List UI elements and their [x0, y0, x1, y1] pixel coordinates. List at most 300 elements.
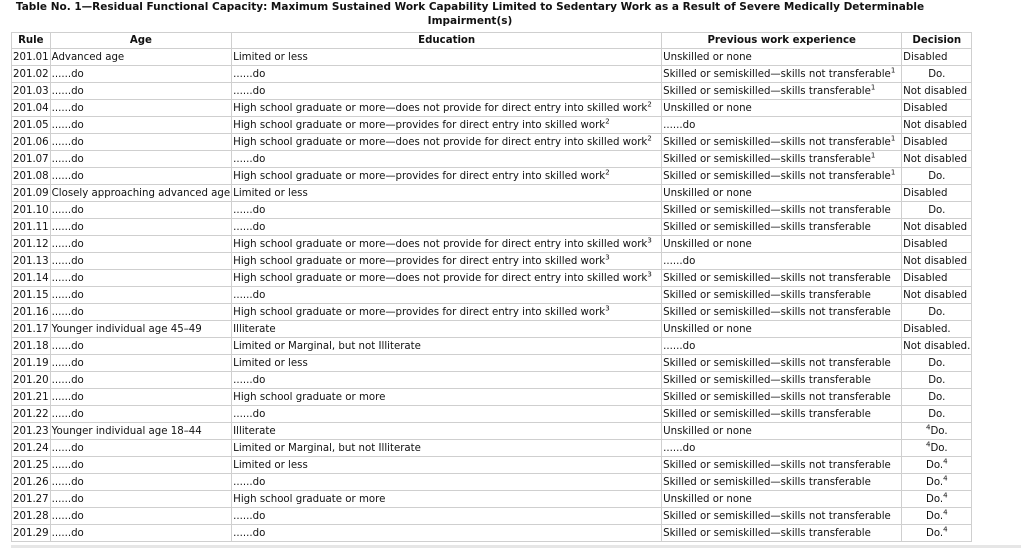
cell-decision-text: Do. [930, 425, 948, 437]
cell-experience [662, 117, 902, 134]
cell-decision [902, 491, 972, 508]
cell-experience-text: Skilled or semiskilled—skills transferable [663, 85, 871, 97]
cell-decision [902, 372, 972, 389]
cell-rule-text: 201.14 [13, 272, 49, 284]
cell-experience-text: ......do [663, 119, 696, 131]
cell-decision [902, 270, 972, 287]
cell-education-text: Illiterate [233, 425, 276, 437]
cell-education [232, 202, 662, 219]
cell-decision-text: Do. [928, 68, 946, 80]
cell-decision-text: Disabled [903, 136, 948, 148]
cell-decision-text: Do. [925, 476, 944, 488]
cell-experience [662, 372, 902, 389]
table-row [12, 474, 972, 491]
table-row [12, 219, 972, 236]
cell-education [232, 525, 662, 542]
cell-age [50, 202, 232, 219]
cell-rule [12, 287, 51, 304]
cell-decision [902, 66, 972, 83]
cut-off-footnote [11, 543, 1021, 549]
cell-rule [12, 100, 51, 117]
table-row [12, 423, 972, 440]
cell-age-text: ......do [51, 442, 84, 454]
cell-education [232, 151, 662, 168]
header-row [12, 33, 972, 49]
cell-age-text: Closely approaching advanced age [51, 187, 231, 199]
cell-decision-text: Do. [928, 357, 946, 369]
cell-age-text: ......do [51, 289, 84, 301]
cell-education-text: Limited or less [233, 459, 308, 471]
cell-rule [12, 525, 51, 542]
cell-rule-text: 201.27 [13, 493, 49, 505]
cell-experience-text: Skilled or semiskilled—skills transferable [663, 289, 871, 301]
cell-education [232, 508, 662, 525]
cell-experience [662, 287, 902, 304]
cell-education [232, 389, 662, 406]
cell-education-text: ......do [233, 204, 266, 216]
cell-experience [662, 168, 902, 185]
table-row [12, 287, 972, 304]
cell-rule [12, 321, 51, 338]
cell-education [232, 304, 662, 321]
cell-age-text: Younger individual age 45–49 [51, 323, 202, 335]
cell-decision-text: Do. [925, 459, 944, 471]
cell-education [232, 355, 662, 372]
footnote-ref: 4 [925, 440, 931, 449]
cell-age [50, 151, 232, 168]
cell-decision-text: Do. [928, 374, 946, 386]
cell-education [232, 83, 662, 100]
cell-education [232, 134, 662, 151]
table-row [12, 83, 972, 100]
cell-experience-text: ......do [663, 340, 696, 352]
cell-education-text: High school graduate or more—provides for direct entry into skilled work [233, 170, 606, 182]
cell-education [232, 457, 662, 474]
cell-age [50, 423, 232, 440]
footnote-ref: 4 [943, 491, 948, 500]
cell-age [50, 134, 232, 151]
cell-rule [12, 406, 51, 423]
cell-education-text: High school graduate or more—provides for direct entry into skilled work [233, 306, 606, 318]
cell-age-text: ......do [51, 408, 84, 420]
cell-experience-text: Skilled or semiskilled—skills transferable [663, 527, 871, 539]
cell-education-text: High school graduate or more—does not provide for direct entry into skilled work [233, 272, 648, 284]
cell-experience-text: Skilled or semiskilled—skills transferable [663, 153, 871, 165]
cell-age [50, 321, 232, 338]
cell-experience [662, 151, 902, 168]
cell-decision [902, 49, 972, 66]
cell-education-text: Limited or less [233, 187, 308, 199]
cell-education [232, 372, 662, 389]
cell-age-text: ......do [51, 459, 84, 471]
cell-decision-text: Disabled [903, 187, 948, 199]
header-education: Education [232, 33, 662, 49]
table-row [12, 185, 972, 202]
cell-education-text: ......do [233, 153, 266, 165]
table-body [12, 49, 972, 542]
table-row [12, 355, 972, 372]
cell-decision-text: Not disabled [903, 255, 968, 267]
table-row [12, 304, 972, 321]
cell-rule [12, 117, 51, 134]
footnote-ref: 2 [605, 168, 610, 177]
cell-experience-text: Skilled or semiskilled—skills not transferable [663, 272, 891, 284]
cell-rule [12, 440, 51, 457]
cell-rule [12, 151, 51, 168]
table-row [12, 202, 972, 219]
cell-experience [662, 100, 902, 117]
cell-age-text: ......do [51, 527, 84, 539]
cell-rule-text: 201.01 [13, 51, 49, 63]
cell-experience [662, 185, 902, 202]
cell-decision [902, 236, 972, 253]
cell-rule [12, 219, 51, 236]
cell-age [50, 440, 232, 457]
cell-decision-text: Disabled [903, 238, 948, 250]
cell-education-text: High school graduate or more—does not provide for direct entry into skilled work [233, 136, 648, 148]
cell-education [232, 236, 662, 253]
cell-experience-text: Skilled or semiskilled—skills not transferable [663, 306, 891, 318]
cell-education-text: ......do [233, 289, 266, 301]
cell-rule-text: 201.11 [13, 221, 49, 233]
cell-decision [902, 355, 972, 372]
cell-experience [662, 134, 902, 151]
cell-rule [12, 304, 51, 321]
cell-experience [662, 474, 902, 491]
cell-education-text: Limited or less [233, 51, 308, 63]
cell-education-text: Limited or Marginal, but not Illiterate [233, 442, 421, 454]
cell-education [232, 270, 662, 287]
footnote-ref: 4 [943, 474, 948, 483]
cell-age-text: ......do [51, 255, 84, 267]
footnote-ref: 3 [647, 270, 652, 279]
cell-experience [662, 508, 902, 525]
cell-rule-text: 201.07 [13, 153, 49, 165]
cell-age-text: ......do [51, 102, 84, 114]
cell-age [50, 457, 232, 474]
cell-experience [662, 304, 902, 321]
cell-rule-text: 201.15 [13, 289, 49, 301]
cell-decision-text: Disabled. [903, 323, 951, 335]
cell-age-text: ......do [51, 374, 84, 386]
cell-rule-text: 201.06 [13, 136, 49, 148]
cell-decision [902, 525, 972, 542]
cell-age [50, 270, 232, 287]
table-row [12, 457, 972, 474]
cell-decision-text: Not disabled [903, 119, 968, 131]
cell-decision [902, 287, 972, 304]
cell-age-text: ......do [51, 136, 84, 148]
cell-rule [12, 389, 51, 406]
cell-decision-text: Not disabled. [903, 340, 971, 352]
cell-experience [662, 338, 902, 355]
cell-decision-text: Do. [925, 493, 944, 505]
cell-rule [12, 168, 51, 185]
cell-rule-text: 201.24 [13, 442, 49, 454]
cell-decision-text: Do. [930, 442, 948, 454]
cell-decision-text: Do. [928, 408, 946, 420]
cell-decision [902, 185, 972, 202]
cell-experience [662, 525, 902, 542]
cell-decision [902, 151, 972, 168]
cell-education-text: High school graduate or more—does not provide for direct entry into skilled work [233, 238, 648, 250]
table-row [12, 372, 972, 389]
cell-decision-text: Not disabled [903, 85, 968, 97]
footnote-ref: 4 [943, 508, 948, 517]
cell-age-text: ......do [51, 357, 84, 369]
cell-age [50, 474, 232, 491]
cell-education-text: ......do [233, 408, 266, 420]
cell-experience-text: Unskilled or none [663, 51, 752, 63]
cell-education-text: High school graduate or more [233, 493, 386, 505]
table-row [12, 406, 972, 423]
cell-experience-text: Skilled or semiskilled—skills transferable [663, 408, 871, 420]
cell-experience-text: Skilled or semiskilled—skills not transferable [663, 510, 891, 522]
cell-age-text: ......do [51, 119, 84, 131]
cell-experience [662, 440, 902, 457]
cell-education [232, 49, 662, 66]
cell-decision [902, 168, 972, 185]
cell-experience [662, 423, 902, 440]
cell-age [50, 525, 232, 542]
cell-experience [662, 83, 902, 100]
cell-education-text: ......do [233, 221, 266, 233]
cell-decision [902, 389, 972, 406]
cell-decision [902, 117, 972, 134]
cell-rule [12, 134, 51, 151]
header-experience: Previous work experience [662, 33, 902, 49]
cell-experience [662, 270, 902, 287]
table-row [12, 491, 972, 508]
cell-education-text: High school graduate or more—provides for direct entry into skilled work [233, 119, 606, 131]
footnote-ref: 4 [943, 457, 948, 466]
cell-decision [902, 321, 972, 338]
cell-decision-text: Disabled [903, 51, 948, 63]
cell-decision-text: Disabled [903, 102, 948, 114]
cell-education [232, 338, 662, 355]
cell-age [50, 389, 232, 406]
cell-education [232, 185, 662, 202]
cell-education-text: ......do [233, 510, 266, 522]
cell-decision [902, 338, 972, 355]
cell-decision-text: Do. [925, 527, 944, 539]
cell-age [50, 287, 232, 304]
cell-rule-text: 201.04 [13, 102, 49, 114]
footnote-ref: 1 [890, 168, 896, 177]
cell-experience [662, 49, 902, 66]
cell-rule-text: 201.28 [13, 510, 49, 522]
footnote-ref: 4 [925, 423, 931, 432]
footnote-ref: 1 [890, 66, 896, 75]
cell-age-text: ......do [51, 170, 84, 182]
cell-rule [12, 491, 51, 508]
cell-age [50, 236, 232, 253]
cell-rule-text: 201.08 [13, 170, 49, 182]
cell-decision-text: Do. [928, 306, 946, 318]
cell-experience-text: Skilled or semiskilled—skills not transferable [663, 459, 891, 471]
cell-experience-text: Skilled or semiskilled—skills transferable [663, 221, 871, 233]
cell-age [50, 338, 232, 355]
cell-rule [12, 49, 51, 66]
cell-decision-text: Disabled [903, 272, 948, 284]
cell-experience [662, 406, 902, 423]
cell-education [232, 100, 662, 117]
cell-education [232, 474, 662, 491]
cell-age-text: ......do [51, 272, 84, 284]
cell-age-text: Advanced age [51, 51, 125, 63]
cell-rule-text: 201.16 [13, 306, 49, 318]
cell-rule-text: 201.19 [13, 357, 49, 369]
cell-rule-text: 201.02 [13, 68, 49, 80]
cell-age [50, 83, 232, 100]
cell-education-text: High school graduate or more—does not provide for direct entry into skilled work [233, 102, 648, 114]
cell-rule [12, 508, 51, 525]
cell-experience-text: Skilled or semiskilled—skills not transferable [663, 170, 891, 182]
cell-age [50, 49, 232, 66]
table-row [12, 66, 972, 83]
cell-rule [12, 338, 51, 355]
cell-decision [902, 474, 972, 491]
table-row [12, 236, 972, 253]
cell-decision [902, 423, 972, 440]
cell-experience-text: Unskilled or none [663, 493, 752, 505]
table-row [12, 508, 972, 525]
cell-age-text: ......do [51, 306, 84, 318]
cell-education [232, 321, 662, 338]
cell-age [50, 185, 232, 202]
cell-decision-text: Do. [928, 170, 946, 182]
cell-experience [662, 236, 902, 253]
header-decision: Decision [902, 33, 972, 49]
cell-age-text: Younger individual age 18–44 [51, 425, 202, 437]
cell-experience-text: Skilled or semiskilled—skills not transferable [663, 204, 891, 216]
cell-age [50, 304, 232, 321]
cell-experience [662, 457, 902, 474]
footnote-ref: 2 [647, 134, 652, 143]
cell-rule [12, 66, 51, 83]
cell-experience-text: Unskilled or none [663, 238, 752, 250]
rfc-table [11, 32, 972, 542]
cell-experience-text: Skilled or semiskilled—skills not transferable [663, 391, 891, 403]
cell-age-text: ......do [51, 493, 84, 505]
cell-rule [12, 202, 51, 219]
cell-age [50, 253, 232, 270]
cell-decision [902, 440, 972, 457]
table-row [12, 338, 972, 355]
cell-rule-text: 201.17 [13, 323, 49, 335]
cell-rule [12, 253, 51, 270]
cell-rule [12, 83, 51, 100]
cell-decision-text: Not disabled [903, 289, 968, 301]
footnote-ref: 3 [605, 253, 610, 262]
cell-decision [902, 83, 972, 100]
cell-age-text: ......do [51, 221, 84, 233]
cell-rule [12, 185, 51, 202]
table-title: Table No. 1—Residual Functional Capacity: Maximum Sustained Work Capability Limited to Sedentary Work as a Result of Severe Medically Determinable Impairment(s) [15, 1, 925, 27]
table-row [12, 168, 972, 185]
cell-decision-text: Not disabled [903, 221, 968, 233]
footnote-ref: 1 [890, 134, 896, 143]
cell-experience-text: Skilled or semiskilled—skills not transferable [663, 136, 891, 148]
cell-rule [12, 474, 51, 491]
cell-experience [662, 253, 902, 270]
cell-education-text: Illiterate [233, 323, 276, 335]
cell-age-text: ......do [51, 85, 84, 97]
cell-education [232, 253, 662, 270]
header-rule: Rule [12, 33, 51, 49]
table-row [12, 389, 972, 406]
cell-rule-text: 201.22 [13, 408, 49, 420]
table-row [12, 253, 972, 270]
cell-age [50, 491, 232, 508]
footnote-ref: 2 [605, 117, 610, 126]
cell-decision-text: Do. [928, 204, 946, 216]
table-row [12, 100, 972, 117]
cell-experience-text: Skilled or semiskilled—skills transferable [663, 374, 871, 386]
cell-age [50, 66, 232, 83]
cell-rule-text: 201.05 [13, 119, 49, 131]
cell-experience-text: Skilled or semiskilled—skills transferable [663, 476, 871, 488]
cell-age-text: ......do [51, 340, 84, 352]
cell-education-text: High school graduate or more [233, 391, 386, 403]
cell-rule-text: 201.10 [13, 204, 49, 216]
cell-age [50, 355, 232, 372]
cell-education-text: ......do [233, 527, 266, 539]
footnote-ref: 4 [943, 525, 948, 534]
cell-age-text: ......do [51, 153, 84, 165]
cell-experience-text: Unskilled or none [663, 425, 752, 437]
cell-decision [902, 457, 972, 474]
cell-experience-text: Skilled or semiskilled—skills not transferable [663, 357, 891, 369]
cell-education-text: ......do [233, 374, 266, 386]
cell-age [50, 406, 232, 423]
cell-education [232, 440, 662, 457]
cell-rule-text: 201.23 [13, 425, 49, 437]
footnote-ref: 3 [647, 236, 652, 245]
cell-age [50, 219, 232, 236]
table-row [12, 270, 972, 287]
footnote-ref: 1 [870, 83, 876, 92]
cell-education [232, 406, 662, 423]
cell-age-text: ......do [51, 391, 84, 403]
cell-age-text: ......do [51, 238, 84, 250]
cell-experience-text: Unskilled or none [663, 187, 752, 199]
cell-experience-text: ......do [663, 255, 696, 267]
cell-decision [902, 406, 972, 423]
cell-rule [12, 372, 51, 389]
footnote-ref: 2 [647, 100, 652, 109]
cell-rule-text: 201.13 [13, 255, 49, 267]
cell-experience-text: Unskilled or none [663, 323, 752, 335]
cell-education [232, 287, 662, 304]
cell-rule-text: 201.25 [13, 459, 49, 471]
cell-decision [902, 134, 972, 151]
cell-education [232, 66, 662, 83]
cell-rule [12, 457, 51, 474]
cell-rule-text: 201.20 [13, 374, 49, 386]
table-row [12, 321, 972, 338]
cell-rule-text: 201.09 [13, 187, 49, 199]
cell-experience-text: Unskilled or none [663, 102, 752, 114]
cell-education-text: Limited or Marginal, but not Illiterate [233, 340, 421, 352]
cell-education-text: ......do [233, 68, 266, 80]
table-row [12, 151, 972, 168]
cell-education-text: ......do [233, 85, 266, 97]
cell-decision [902, 304, 972, 321]
cell-rule [12, 355, 51, 372]
cell-experience [662, 321, 902, 338]
cell-education [232, 219, 662, 236]
